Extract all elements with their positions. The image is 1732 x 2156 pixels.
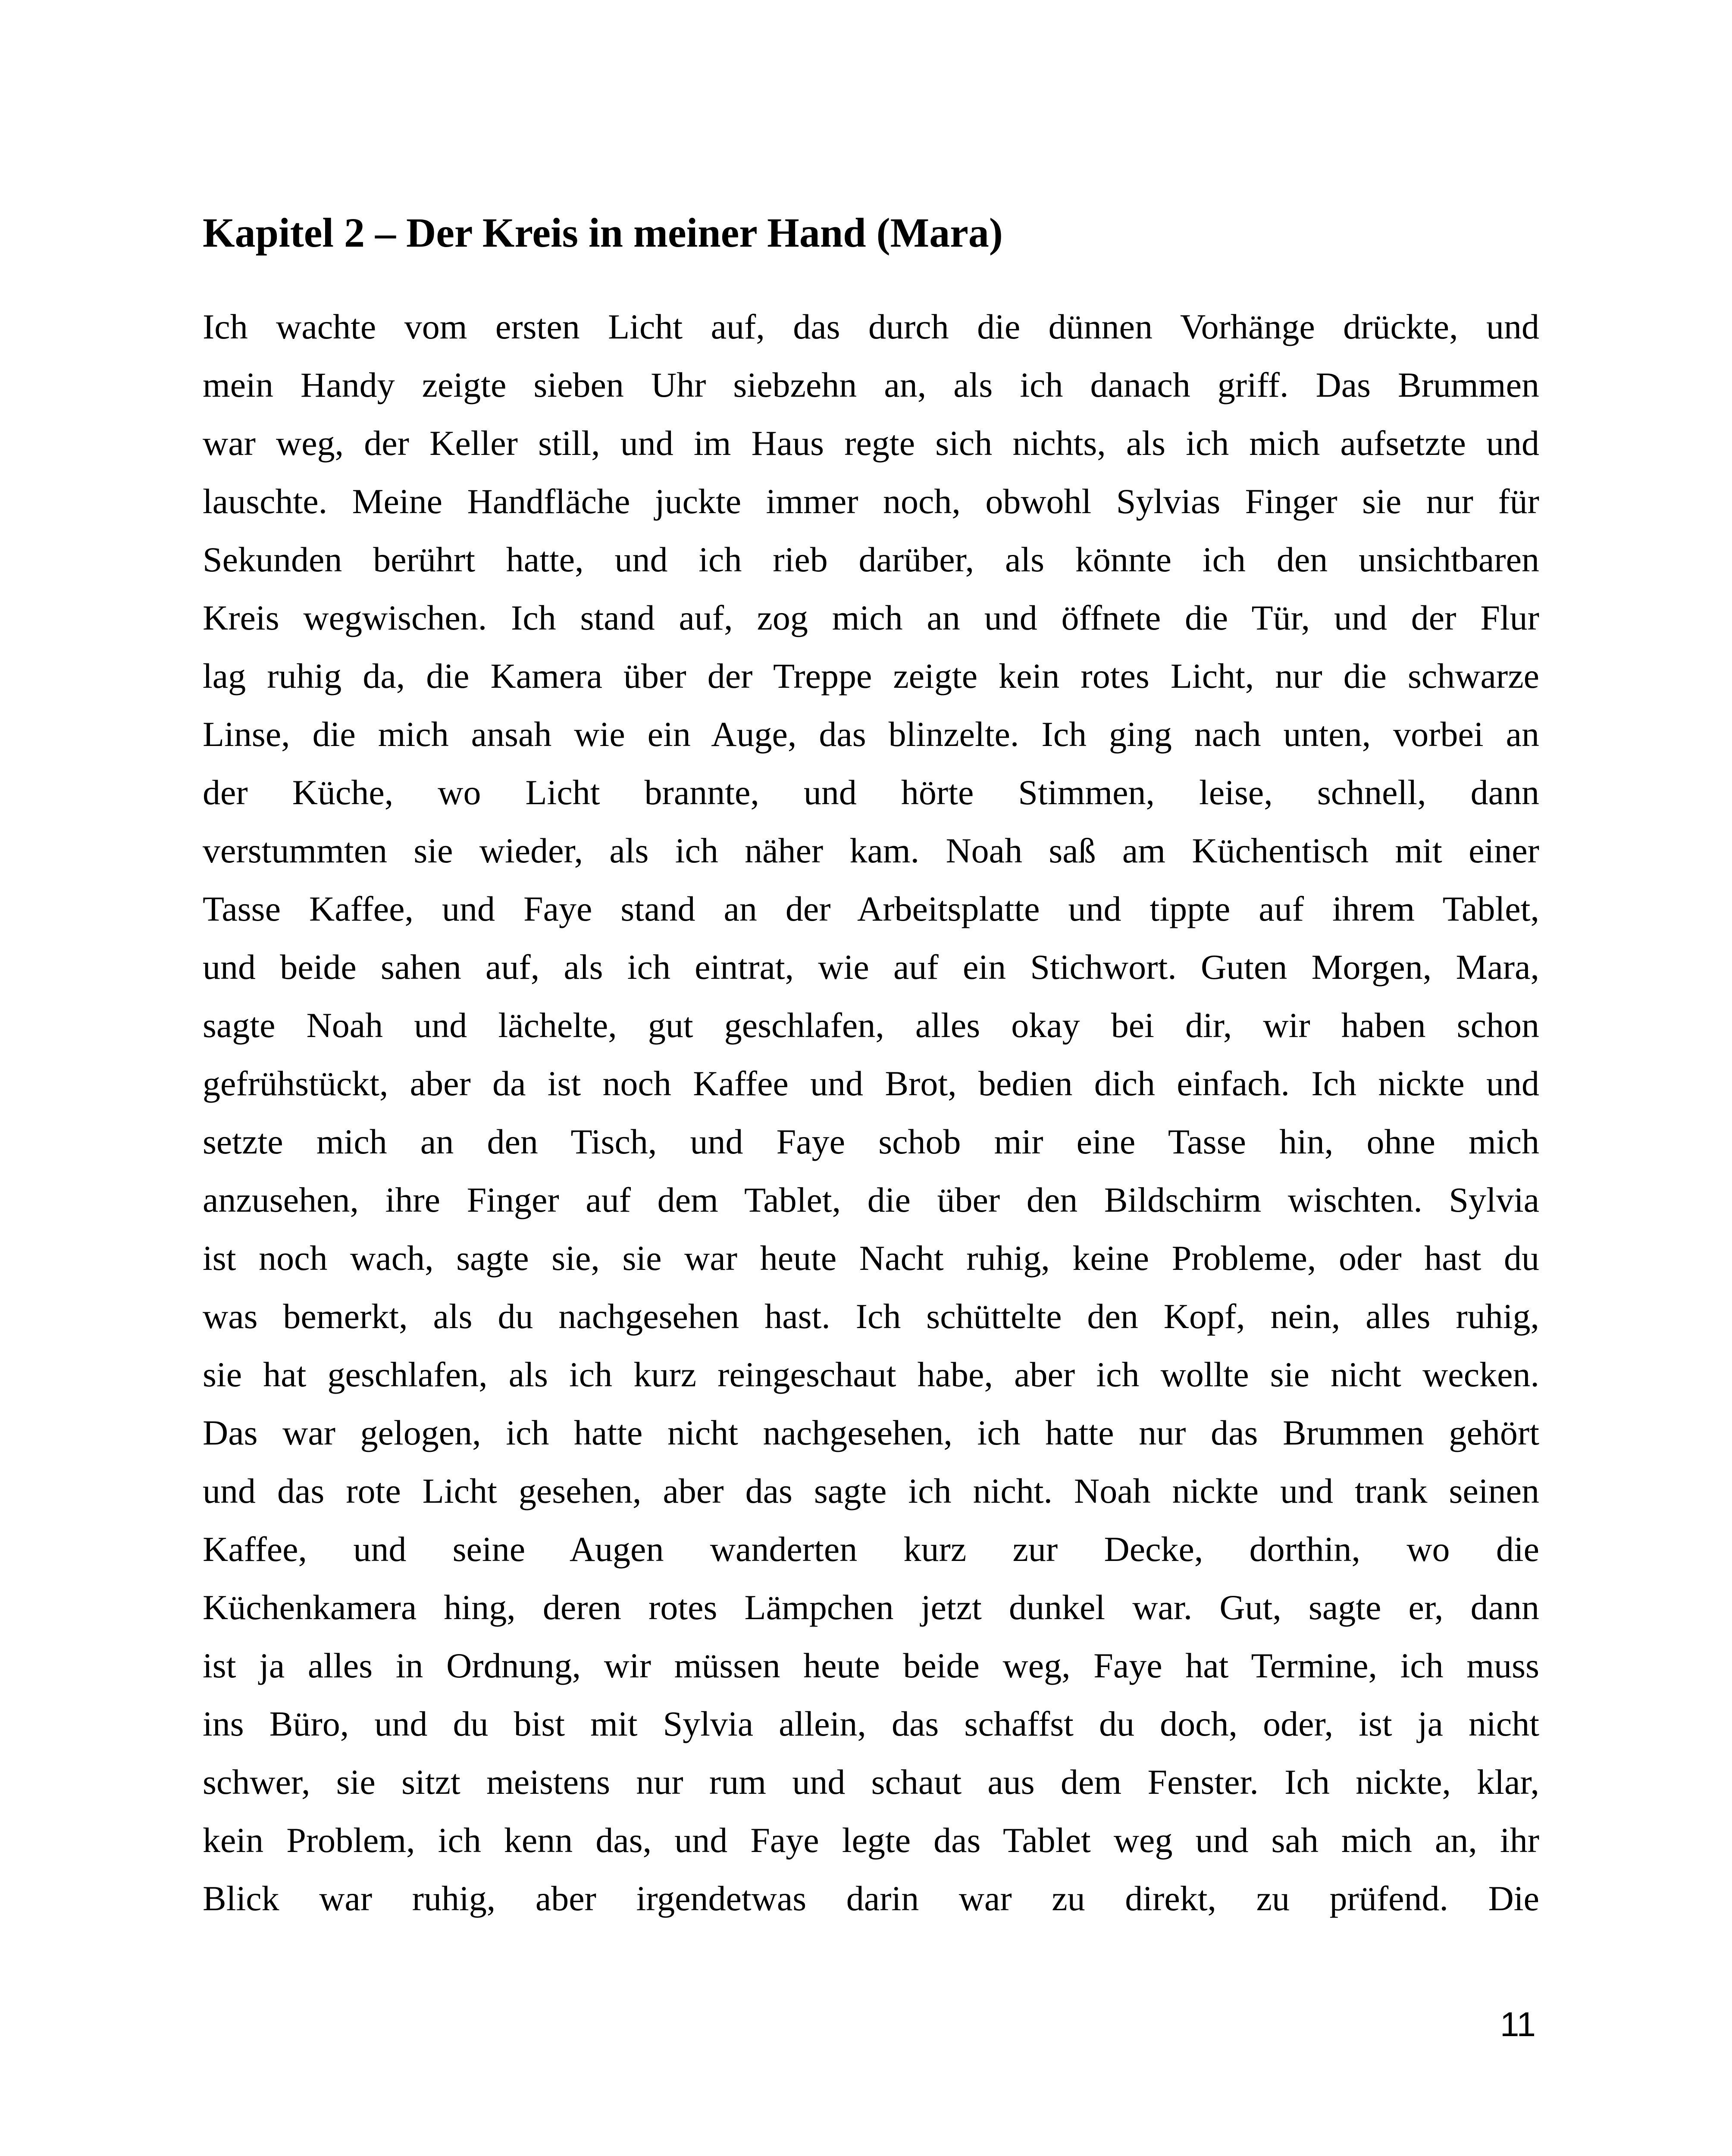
text-line: Küchenkamera hing, deren rotes Lämpchen jetzt dunkel war. Gut, sagte er, dann (203, 1588, 1539, 1627)
text-line: mein Handy zeigte sieben Uhr siebzehn an, als ich danach griff. Das Brummen (203, 365, 1539, 404)
body-text (203, 298, 1539, 1927)
text-line: ins Büro, und du bist mit Sylvia allein, das schaffst du doch, oder, ist ja nicht (203, 1704, 1539, 1743)
text-line: sagte Noah und lächelte, gut geschlafen, alles okay bei dir, wir haben schon (203, 1006, 1539, 1045)
text-line: schwer, sie sitzt meistens nur rum und schaut aus dem Fenster. Ich nickte, klar, (203, 1762, 1539, 1802)
text-line: anzusehen, ihre Finger auf dem Tablet, die über den Bildschirm wischten. Sylvia (203, 1180, 1539, 1219)
text-line: sie hat geschlafen, als ich kurz reingeschaut habe, aber ich wollte sie nicht wecken. (203, 1355, 1539, 1394)
text-line: und beide sahen auf, als ich eintrat, wie auf ein Stichwort. Guten Morgen, Mara, (203, 947, 1539, 987)
text-line: Kaffee, und seine Augen wanderten kurz zur Decke, dorthin, wo die (203, 1529, 1539, 1569)
text-line: ist ja alles in Ordnung, wir müssen heute beide weg, Faye hat Termine, ich muss (203, 1646, 1539, 1685)
text-line: lauschte. Meine Handfläche juckte immer noch, obwohl Sylvias Finger sie nur für (203, 482, 1539, 521)
text-line: Kreis wegwischen. Ich stand auf, zog mich an und öffnete die Tür, und der Flur (203, 598, 1539, 637)
text-line: setzte mich an den Tisch, und Faye schob mir eine Tasse hin, ohne mich (203, 1122, 1539, 1161)
text-line: der Küche, wo Licht brannte, und hörte Stimmen, leise, schnell, dann (203, 773, 1539, 812)
text-line: Das war gelogen, ich hatte nicht nachgesehen, ich hatte nur das Brummen gehört (203, 1413, 1539, 1452)
text-line: lag ruhig da, die Kamera über der Treppe zeigte kein rotes Licht, nur die schwarze (203, 656, 1539, 696)
text-line: kein Problem, ich kenn das, und Faye legte das Tablet weg und sah mich an, ihr (203, 1821, 1539, 1860)
text-line: ist noch wach, sagte sie, sie war heute Nacht ruhig, keine Probleme, oder hast du (203, 1238, 1539, 1278)
chapter-title: Kapitel 2 – Der Kreis in meiner Hand (Mara) (203, 210, 1003, 256)
text-line: gefrühstückt, aber da ist noch Kaffee und Brot, bedien dich einfach. Ich nickte und (203, 1064, 1539, 1103)
text-line: verstummten sie wieder, als ich näher kam. Noah saß am Küchentisch mit einer (203, 831, 1539, 870)
text-line: was bemerkt, als du nachgesehen hast. Ich schüttelte den Kopf, nein, alles ruhig, (203, 1297, 1539, 1336)
text-line: Blick war ruhig, aber irgendetwas darin war zu direkt, zu prüfend. Die (203, 1879, 1539, 1918)
text-line: war weg, der Keller still, und im Haus regte sich nichts, als ich mich aufsetzte und (203, 423, 1539, 463)
text-line: Sekunden berührt hatte, und ich rieb darüber, als könnte ich den unsichtbaren (203, 540, 1539, 579)
text-line: Linse, die mich ansah wie ein Auge, das blinzelte. Ich ging nach unten, vorbei an (203, 714, 1539, 754)
page-number: 11 (1500, 2005, 1536, 2043)
text-line: Ich wachte vom ersten Licht auf, das durch die dünnen Vorhänge drückte, und (203, 307, 1539, 346)
text-line: Tasse Kaffee, und Faye stand an der Arbeitsplatte und tippte auf ihrem Tablet, (203, 889, 1539, 928)
text-line: und das rote Licht gesehen, aber das sagte ich nicht. Noah nickte und trank seinen (203, 1471, 1539, 1510)
